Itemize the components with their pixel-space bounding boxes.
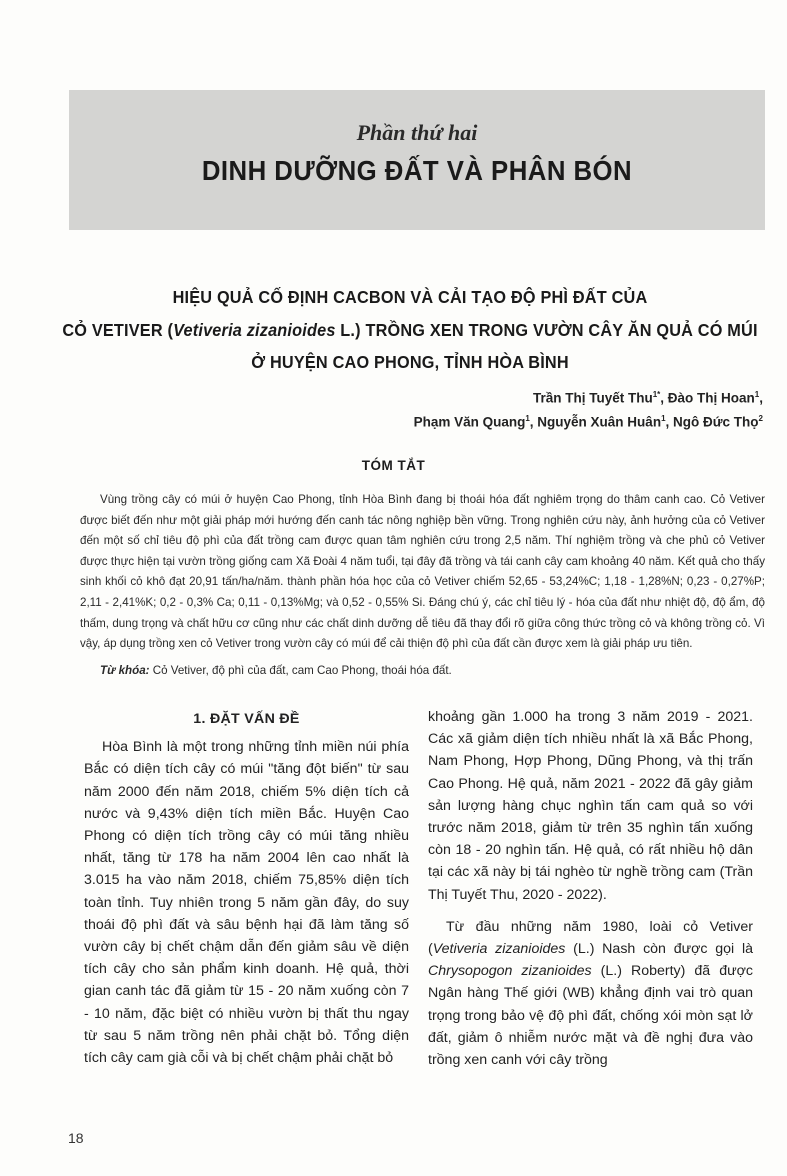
page-number: 18 xyxy=(68,1130,84,1146)
author-affiliation: 2 xyxy=(758,414,763,423)
title-species-name: Vetiveria zizanioides xyxy=(173,320,336,340)
part-title: DINH DƯỠNG ĐẤT VÀ PHÂN BÓN xyxy=(201,155,633,186)
part-label: Phần thứ hai xyxy=(356,120,478,145)
author-name: , Đào Thị Hoan xyxy=(660,390,755,406)
author-affiliation: 1* xyxy=(652,390,661,399)
author-name: , Nguyễn Xuân Huân xyxy=(529,414,662,430)
authors-line-1 xyxy=(533,390,763,406)
section-heading: 1. ĐẶT VẤN ĐỀ xyxy=(193,711,300,727)
author-separator: , xyxy=(759,390,763,406)
keywords-text: Cỏ Vetiver, độ phì của đất, cam Cao Phong, thoái hóa đất. xyxy=(149,664,452,677)
body-paragraph: Hòa Bình là một trong những tỉnh miền núi phía Bắc có diện tích cây có múi "tăng đột biến" từ sau năm 2000 đến năm 2018, chiếm 5% diện tích cả nước và 9,43% diện tích miền Bắc. Huyện Cao Phong có diện tích trồng cây có múi tăng nhiều nhất, tăng từ 178 ha năm 2004 lên cao nhất là 3.015 ha vào năm 2018, chiếm 75,85% diện tích toàn tỉnh. Tuy nhiên trong 5 năm gần đây, do suy thoái độ phì đất và sâu bệnh hại đã làm tăng số vườn cây bị chết chậm dẫn đến giảm sâu về diện tích cây cho sản phẩm kinh doanh. Hệ quả, thời gian canh tác đã giảm từ 15 - 20 năm xuống còn 7 - 10 năm, đặc biệt có nhiều vườn bị thất thu ngay từ sau 5 năm trồng nên phải chặt bỏ. Tổng diện tích cây cam già cỗi và bị chết chậm phải chặt bỏ xyxy=(84,739,409,1067)
author-affiliation: 1 xyxy=(661,414,666,423)
body-paragraph xyxy=(428,916,753,1071)
article-title-line-1: HIỆU QUẢ CỐ ĐỊNH CACBON VÀ CẢI TẠO ĐỘ PHÌ ĐẤT CỦA xyxy=(172,287,648,307)
author-affiliation: 1 xyxy=(525,414,530,423)
abstract-heading: TÓM TẮT xyxy=(361,458,426,473)
body-text: (L.) Nash còn được gọi là xyxy=(565,941,754,958)
right-column xyxy=(428,706,753,1071)
author-name: Phạm Văn Quang xyxy=(413,414,526,430)
body-text: Từ đầu những năm 1980, loài cỏ Vetiver ( xyxy=(428,918,753,958)
left-column xyxy=(84,708,409,1069)
species-name: Vetiveria zizanioides xyxy=(432,941,566,958)
species-name: Chrysopogon zizanioides xyxy=(428,963,592,980)
title-text: L.) TRỒNG XEN TRONG VƯỜN CÂY ĂN QUẢ CÓ MÚI xyxy=(335,320,758,340)
authors-line-2 xyxy=(414,414,763,430)
part-banner xyxy=(69,90,765,230)
author-affiliation: 1 xyxy=(754,390,760,399)
body-text: (L.) Roberty) đã được Ngân hàng Thế giới (WB) khẳng định vai trò quan trọng trong bảo vệ độ phì đất, chống xói mòn sạt lở đất, giảm ô nhiễm nước mặt và đề nghị đưa vào trồng xen canh với cây trồng xyxy=(428,963,753,1069)
keywords xyxy=(100,664,452,677)
title-text: CỎ VETIVER ( xyxy=(62,320,174,340)
author-name: Trần Thị Tuyết Thu xyxy=(532,390,653,406)
article-title-line-2 xyxy=(57,320,764,341)
abstract-text: Vùng trồng cây có múi ở huyện Cao Phong, tỉnh Hòa Bình đang bị thoái hóa đất nghiêm trọng do thâm canh cao. Cỏ Vetiver được biết đến như một giải pháp mới hướng đến canh tác nông nghiệp bền vững. Trong nghiên cứu này, ảnh hưởng của cỏ Vetiver đến một số chỉ tiêu độ phì của đất trồng cam được quan tâm nghiên cứu trong 2,5 năm. Thí nghiệm trồng và che phủ cỏ Vetiver được thực hiện tại vườn trồng giống cam Xã Đoài 4 năm tuổi, tại đây đã trồng và tái canh cây cam khoảng 40 năm. Kết quả cho thấy sinh khối cỏ khô đạt 20,91 tấn/ha/năm. thành phần hóa học của cỏ Vetiver chiếm 52,65 - 53,24%C; 1,18 - 1,28%N; 0,23 - 0,27%P; 2,11 - 2,41%K; 0,2 - 0,3% Ca; 0,11 - 0,13%Mg; và 0,52 - 0,55% Si. Đáng chú ý, các chỉ tiêu lý - hóa của đất như nhiệt độ, độ ẩm, độ thấm, dung trọng và chất hữu cơ cũng như các chất dinh dưỡng dễ tiêu đã thay đổi rõ giữa công thức trồng cỏ và không trồng cỏ. Vì vậy, áp dụng trồng xen cỏ Vetiver trong vườn cây có múi để cải thiện độ phì của đất cần được xem là giải pháp ưu tiên. xyxy=(80,493,765,651)
keywords-label: Từ khóa: xyxy=(100,664,150,677)
author-name: , Ngô Đức Thọ xyxy=(665,414,759,430)
article-title-line-3: Ở HUYỆN CAO PHONG, TỈNH HÒA BÌNH xyxy=(251,352,569,372)
body-paragraph: khoảng gần 1.000 ha trong 3 năm 2019 - 2021. Các xã giảm diện tích nhiều nhất là xã Bắc Phong, Nam Phong, Hợp Phong, Dũng Phong, và thị trấn Cao Phong. Hệ quả, năm 2021 - 2022 đã gây giảm sản lượng hàng chục nghìn tấn cam quả so với trước năm 2018, giảm từ trên 35 nghìn tấn xuống còn 18 - 20 nghìn tấn. Hệ quả, có rất nhiều hộ dân tại các xã này bị tái nghèo từ nghề trồng cam (Trần Thị Tuyết Thu, 2020 - 2022). xyxy=(428,709,753,903)
